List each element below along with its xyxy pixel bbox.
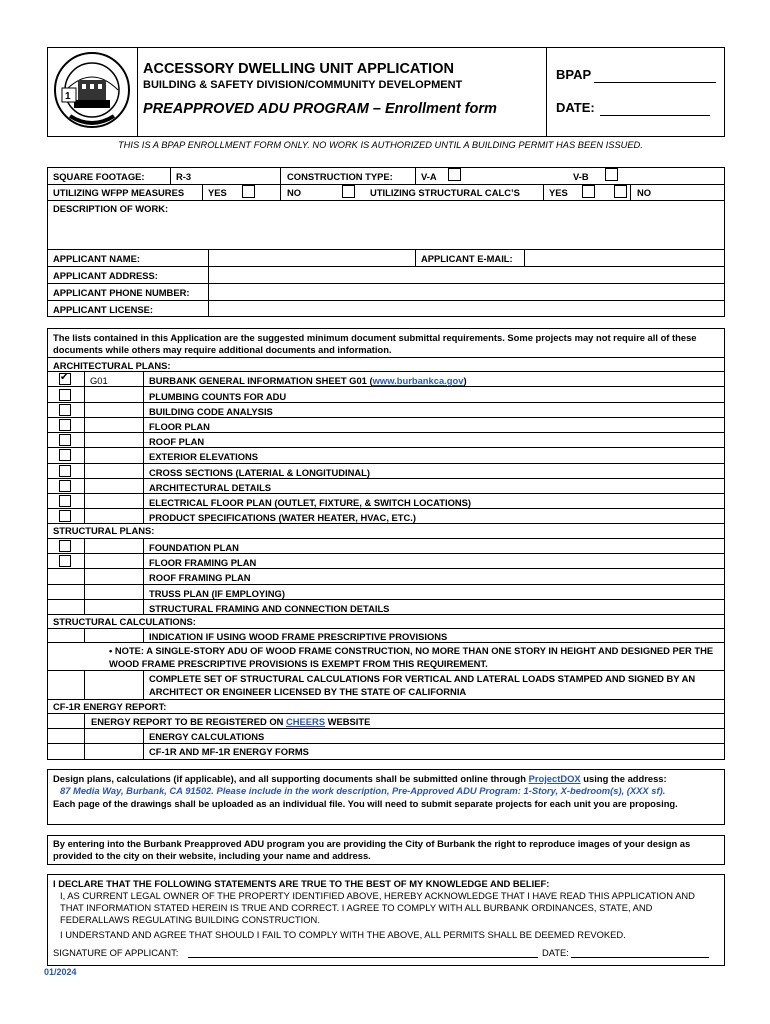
- arch-plan-item: CROSS SECTIONS (LATERIAL & LONGITUDINAL): [149, 466, 371, 478]
- struct-plan-item: STRUCTURAL FRAMING AND CONNECTION DETAILS: [149, 602, 390, 614]
- submittal-address: 87 Media Way, Burbank, CA 91502. Please include in the work description, Pre-Approved ADU Program: 1-Story, X-bedroom(s), (XXX sf).: [60, 785, 666, 796]
- applicant-phone-label: APPLICANT PHONE NUMBER:: [53, 287, 190, 298]
- declaration-para1: I, AS CURRENT LEGAL OWNER OF THE PROPERTY IDENTIFIED ABOVE, HEREBY ACKNOWLEDGE THAT I HAVE READ THIS APPLICATION AND THAT INFORMATION STATED HEREIN IS TRUE AND CORRECT. I AGREE TO COMPLY WITH ALL BURBANK ORDINANCES, STATE, AND FEDERALLAWS REGULATING BUILDING CONSTRUCTION.: [60, 890, 695, 925]
- type-vb-label: V-B: [573, 171, 589, 182]
- rights-text: By entering into the Burbank Preapproved ADU program you are providing the City of Burbank the right to reproduce images of your design as provided to the city on their website, including your name and address.: [53, 838, 691, 861]
- description-field[interactable]: [48, 214, 724, 248]
- checklist-intro: The lists contained in this Application are the suggested minimum document submittal requirements. Some projects may not require all of these documents while others may require additional documents and information.: [53, 332, 697, 355]
- wfpp-yes-checkbox[interactable]: [242, 185, 255, 198]
- calc-item-complete-set: COMPLETE SET OF STRUCTURAL CALCULATIONS FOR VERTICAL AND LATERAL LOADS STAMPED AND SIGNED BY AN ARCHITECT OR ENGINEER LICENSED BY THE STATE OF CALIFORNIA: [149, 673, 696, 697]
- arch-plan-item: BUILDING CODE ANALYSIS: [149, 406, 273, 418]
- bpap-line[interactable]: [594, 82, 716, 83]
- description-label: DESCRIPTION OF WORK:: [53, 203, 169, 214]
- arch-plan-item: ELECTRICAL FLOOR PLAN (OUTLET, FIXTURE, & SWITCH LOCATIONS): [149, 496, 472, 508]
- struct-plan-item: TRUSS PLAN (IF EMPLOYING): [149, 587, 285, 599]
- projectdox-link[interactable]: ProjectDOX: [528, 773, 581, 784]
- division-subtitle: BUILDING & SAFETY DIVISION/COMMUNITY DEVELOPMENT: [143, 79, 463, 91]
- city-seal-logo: [52, 50, 132, 134]
- struct-plan-item: FOUNDATION PLAN: [149, 542, 239, 553]
- burbankca-link[interactable]: www.burbankca.gov: [372, 375, 464, 386]
- applicant-address-field[interactable]: [209, 267, 723, 282]
- arch-plan-checkbox[interactable]: [59, 449, 71, 461]
- program-title: PREAPPROVED ADU PROGRAM – Enrollment form: [143, 101, 497, 117]
- enrollment-notice: THIS IS A BPAP ENROLLMENT FORM ONLY. NO WORK IS AUTHORIZED UNTIL A BUILDING PERMIT HAS BEEN ISSUED.: [118, 140, 643, 150]
- arch-plan-checkbox[interactable]: [59, 389, 71, 401]
- energy-report-title: CF-1R ENERGY REPORT:: [53, 701, 167, 712]
- applicant-name-field[interactable]: [209, 250, 414, 265]
- submittal-upload-note: Each page of the drawings shall be uploaded as an individual file. You will need to submit separate projects for each unit you are proposing.: [53, 798, 678, 809]
- wfpp-label: UTILIZING WFPP MEASURES: [53, 187, 185, 198]
- applicant-license-label: APPLICANT LICENSE:: [53, 304, 154, 315]
- arch-plan-checkbox[interactable]: [59, 480, 71, 492]
- bpap-label: BPAP: [556, 67, 592, 82]
- arch-plan-item: PLUMBING COUNTS FOR ADU: [149, 391, 287, 402]
- square-footage-label: SQUARE FOOTAGE:: [53, 171, 145, 182]
- energy-item-forms: CF-1R AND MF-1R ENERGY FORMS: [149, 746, 309, 757]
- struct-plans-title: STRUCTURAL PLANS:: [53, 525, 155, 536]
- struct-plan-checkbox[interactable]: [59, 540, 71, 552]
- arch-plan-item: PRODUCT SPECIFICATIONS (WATER HEATER, HVAC, ETC.): [149, 511, 417, 523]
- arch-plan-checkbox[interactable]: [59, 465, 71, 477]
- arch-plan-checkbox[interactable]: [59, 404, 71, 416]
- g01-item: BURBANK GENERAL INFORMATION SHEET G01 (www.burbankca.gov): [149, 375, 467, 386]
- wfpp-no-checkbox[interactable]: [342, 185, 355, 198]
- struct-calcs-title: STRUCTURAL CALCULATIONS:: [53, 616, 196, 627]
- header-date-label: DATE:: [556, 100, 595, 115]
- signature-label: SIGNATURE OF APPLICANT:: [53, 947, 179, 958]
- declaration-date-label: DATE:: [542, 947, 569, 958]
- type-va-checkbox[interactable]: [448, 168, 461, 181]
- type-va-label: V-A: [421, 171, 437, 182]
- wfpp-no-label: NO: [287, 187, 302, 198]
- applicant-email-field[interactable]: [525, 250, 723, 265]
- arch-plans-title: ARCHITECTURAL PLANS:: [53, 360, 171, 371]
- applicant-email-label: APPLICANT E-MAIL:: [421, 253, 513, 264]
- construction-type-label: CONSTRUCTION TYPE:: [287, 171, 393, 182]
- struct-plan-checkbox[interactable]: [59, 555, 71, 567]
- applicant-license-field[interactable]: [209, 301, 723, 316]
- arch-plan-item: EXTERIOR ELEVATIONS: [149, 451, 259, 463]
- calc-note: • NOTE: A SINGLE-STORY ADU OF WOOD FRAME CONSTRUCTION, NO MORE THAN ONE STORY IN HEIGHT AND DESIGNED PER THE WOOD FRAME PRESCRIPTIVE PROVISIONS IS EXEMPT FROM THIS REQUIREMENT.: [109, 645, 714, 669]
- arch-plan-item: ARCHITECTURAL DETAILS: [149, 481, 272, 493]
- declaration-para2: I UNDERSTAND AND AGREE THAT SHOULD I FAIL TO COMPLY WITH THE ABOVE, ALL PERMITS SHALL BE DEEMED REVOKED.: [60, 929, 626, 940]
- applicant-phone-field[interactable]: [209, 284, 723, 299]
- arch-plan-checkbox[interactable]: [59, 510, 71, 522]
- arch-plan-checkbox[interactable]: [59, 419, 71, 431]
- g01-code: G01: [90, 375, 108, 386]
- calcs-yes-label: YES: [549, 187, 568, 198]
- signature-line[interactable]: [188, 957, 538, 958]
- calcs-yes-checkbox[interactable]: [582, 185, 595, 198]
- energy-item-cheers: ENERGY REPORT TO BE REGISTERED ON CHEERS WEBSITE: [91, 716, 371, 727]
- header-date-line[interactable]: [600, 115, 710, 116]
- check-mark-icon: ✔: [60, 372, 69, 383]
- applicant-address-label: APPLICANT ADDRESS:: [53, 270, 158, 281]
- type-vb-checkbox[interactable]: [605, 168, 618, 181]
- arch-plan-item: FLOOR PLAN: [149, 421, 210, 433]
- calc-item-wood-frame: INDICATION IF USING WOOD FRAME PRESCRIPTIVE PROVISIONS: [149, 631, 448, 642]
- arch-plan-checkbox[interactable]: [59, 434, 71, 446]
- applicant-name-label: APPLICANT NAME:: [53, 253, 140, 264]
- revision-date: 01/2024: [44, 967, 77, 977]
- arch-plan-checkbox[interactable]: [59, 495, 71, 507]
- arch-plan-item: ROOF PLAN: [149, 436, 205, 448]
- energy-item-calculations: ENERGY CALCULATIONS: [149, 731, 265, 742]
- calcs-no-checkbox[interactable]: [614, 185, 627, 198]
- declaration-title: I DECLARE THAT THE FOLLOWING STATEMENTS ARE TRUE TO THE BEST OF MY KNOWLEDGE AND BELIEF:: [53, 878, 550, 889]
- calcs-no-label: NO: [637, 187, 652, 198]
- wfpp-yes-label: YES: [208, 187, 227, 198]
- svg-text:1: 1: [65, 91, 71, 102]
- submittal-line1: Design plans, calculations (if applicable), and all supporting documents shall be submitted online through ProjectDOX using the address:: [53, 773, 667, 784]
- occupancy-r3: R-3: [176, 171, 192, 182]
- structural-calcs-label: UTILIZING STRUCTURAL CALC’S: [370, 187, 520, 198]
- form-title: ACCESSORY DWELLING UNIT APPLICATION: [143, 61, 454, 77]
- declaration-date-line[interactable]: [571, 957, 709, 958]
- struct-plan-item: ROOF FRAMING PLAN: [149, 572, 251, 584]
- struct-plan-item: FLOOR FRAMING PLAN: [149, 557, 257, 569]
- cheers-link[interactable]: CHEERS: [286, 716, 326, 727]
